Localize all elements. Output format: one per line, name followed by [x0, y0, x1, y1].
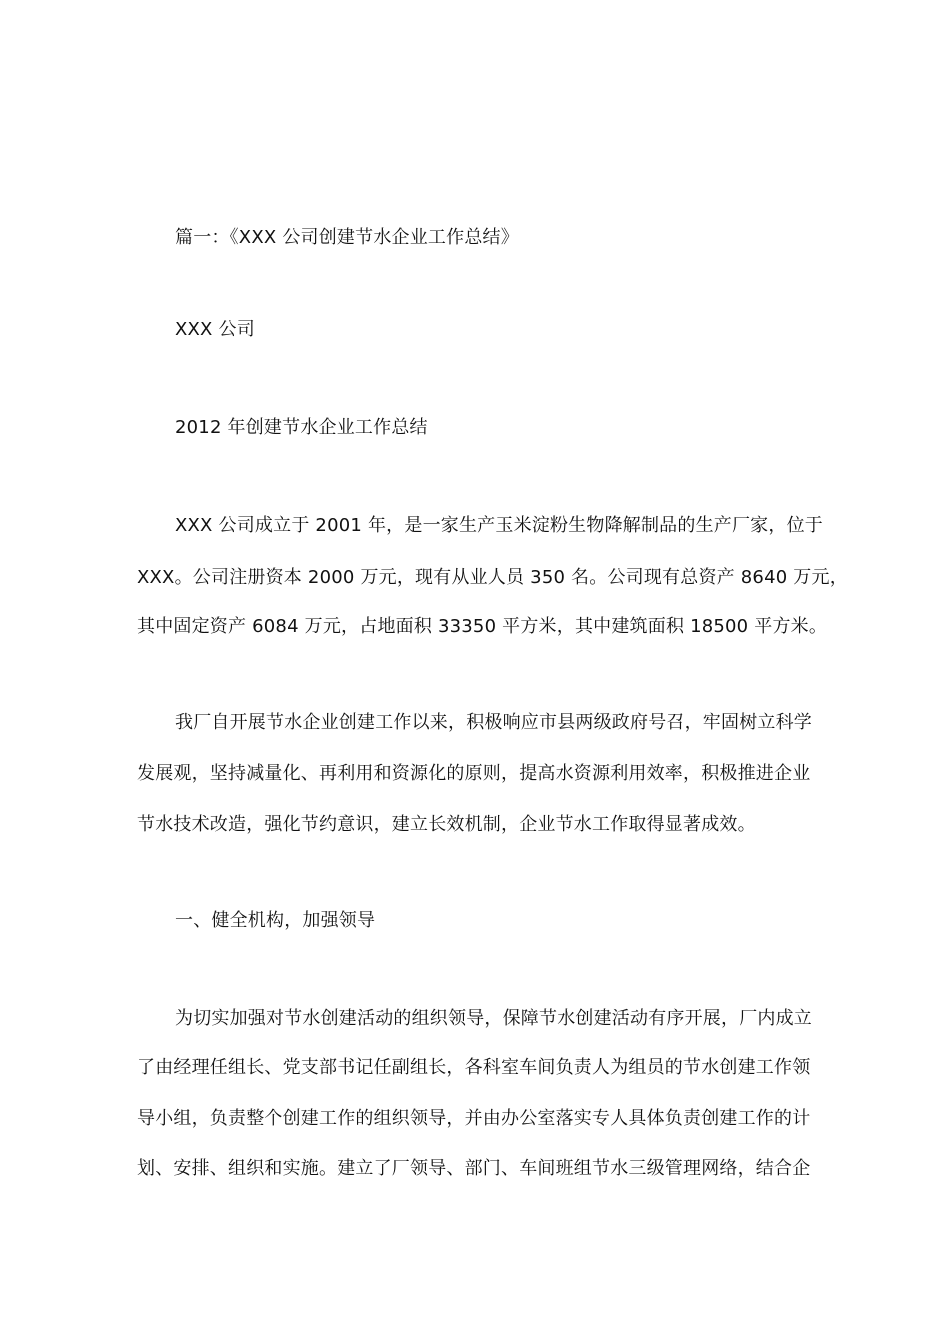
document-subtitle: 2012 年创建节水企业工作总结	[175, 417, 428, 438]
document-title: 篇一：《XXX 公司创建节水企业工作总结》	[175, 227, 519, 248]
paragraph-line: 发展观，坚持减量化、再利用和资源化的原则，提高水资源利用效率，积极推进企业	[137, 763, 811, 784]
paragraph-line: 划、安排、组织和实施。建立了厂领导、部门、车间班组节水三级管理网络，结合企	[137, 1158, 811, 1179]
company-name: XXX 公司	[175, 319, 255, 340]
paragraph-line: 节水技术改造，强化节约意识，建立长效机制，企业节水工作取得显著成效。	[137, 814, 756, 835]
paragraph-line: 为切实加强对节水创建活动的组织领导，保障节水创建活动有序开展，厂内成立	[175, 1008, 812, 1029]
section-heading: 一、健全机构，加强领导	[175, 910, 376, 931]
paragraph-line: 其中固定资产 6084 万元，占地面积 33350 平方米，其中建筑面积 18500 平方米。	[137, 616, 828, 637]
paragraph-line: 导小组，负责整个创建工作的组织领导，并由办公室落实专人具体负责创建工作的计	[137, 1108, 811, 1129]
paragraph-line: XXX。公司注册资本 2000 万元，现有从业人员 350 名。公司现有总资产 8640 万元，	[137, 567, 848, 588]
paragraph-line: 我厂自开展节水企业创建工作以来，积极响应市县两级政府号召，牢固树立科学	[175, 712, 812, 733]
paragraph-line: 了由经理任组长、党支部书记任副组长，各科室车间负责人为组员的节水创建工作领	[137, 1057, 811, 1078]
paragraph-line: XXX 公司成立于 2001 年，是一家生产玉米淀粉生物降解制品的生产厂家，位于	[175, 515, 823, 536]
